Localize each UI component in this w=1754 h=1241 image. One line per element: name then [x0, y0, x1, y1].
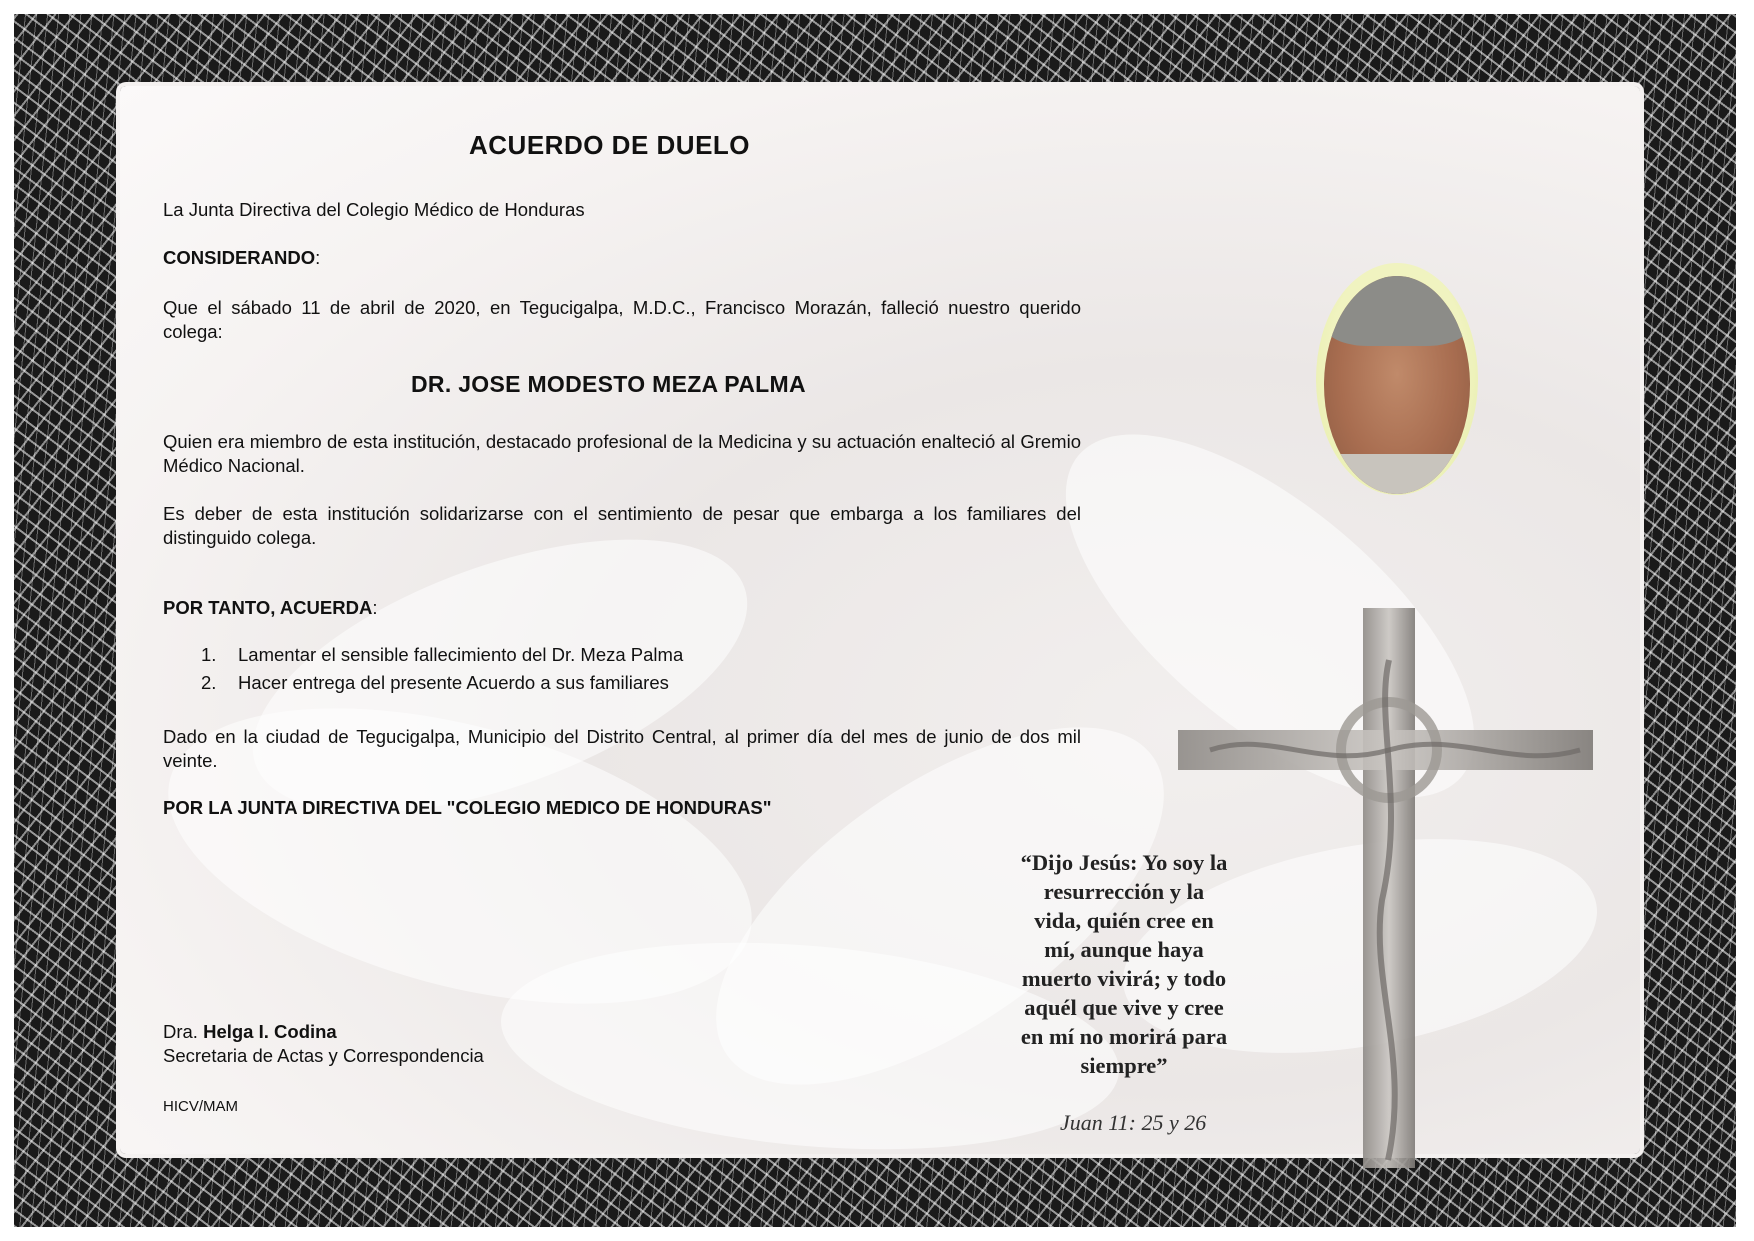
closing-paragraph: Dado en la ciudad de Tegucigalpa, Municipio del Distrito Central, al primer día del mes de junio de dos mil veinte. [163, 726, 1081, 771]
bible-quote [974, 848, 1274, 1080]
signer-prefix: Dra. [163, 1021, 204, 1042]
quote-line: en mí no morirá para [1020, 1024, 1228, 1049]
quote-line: mí, aunque haya [1044, 937, 1204, 962]
list-item-number: 1. [201, 644, 217, 665]
document-title: ACUERDO DE DUELO [469, 130, 751, 160]
quote-citation: Juan 11: 25 y 26 [1060, 1110, 1207, 1135]
por-tanto-heading [163, 597, 377, 619]
list-item-text: Lamentar el sensible fallecimiento del Dr. Meza Palma [238, 644, 684, 665]
por-tanto-colon: : [372, 597, 378, 618]
quote-line: siempre” [1080, 1053, 1168, 1078]
list-item [163, 672, 1081, 700]
deceased-name: DR. JOSE MODESTO MEZA PALMA [411, 371, 806, 397]
considerando-colon: : [315, 247, 321, 268]
portrait-hair [1324, 276, 1470, 346]
quote-line: muerto vivirá; y todo [1021, 966, 1227, 991]
considerando-label: CONSIDERANDO [163, 247, 316, 268]
quote-line: vida, quién cree en [1034, 908, 1214, 933]
quote-line: “Dijo Jesús: Yo soy la [1020, 850, 1228, 875]
portrait-photo [1324, 276, 1470, 494]
paragraph-member: Quien era miembro de esta institución, destacado profesional de la Medicina y su actuación enalteció al Gremio Médico Nacional. [163, 431, 1081, 476]
board-line: POR LA JUNTA DIRECTIVA DEL "COLEGIO MEDICO DE HONDURAS" [163, 797, 772, 818]
signer-line [163, 1021, 337, 1043]
quote-line: resurrección y la [1043, 879, 1205, 904]
list-item-text: Hacer entrega del presente Acuerdo a sus familiares [238, 672, 669, 693]
paragraph-death-notice: Que el sábado 11 de abril de 2020, en Tegucigalpa, M.D.C., Francisco Morazán, falleció nuestro querido colega: [163, 297, 1081, 342]
list-item [163, 644, 1081, 672]
considerando-heading [163, 247, 320, 269]
intro-text: La Junta Directiva del Colegio Médico de Honduras [163, 199, 585, 220]
quote-line: aquél que vive y cree [1024, 995, 1224, 1020]
signer-role: Secretaria de Actas y Correspondencia [163, 1045, 484, 1066]
reference-code: HICV/MAM [163, 1098, 238, 1115]
portrait-shirt [1324, 454, 1470, 494]
paragraph-duty: Es deber de esta institución solidarizarse con el sentimiento de pesar que embarga a los familiares del distinguido colega. [163, 503, 1081, 548]
por-tanto-label: POR TANTO, ACUERDA [163, 597, 373, 618]
list-item-number: 2. [201, 672, 217, 693]
signer-name: Helga I. Codina [203, 1021, 337, 1042]
resolutions-list [163, 644, 1081, 700]
